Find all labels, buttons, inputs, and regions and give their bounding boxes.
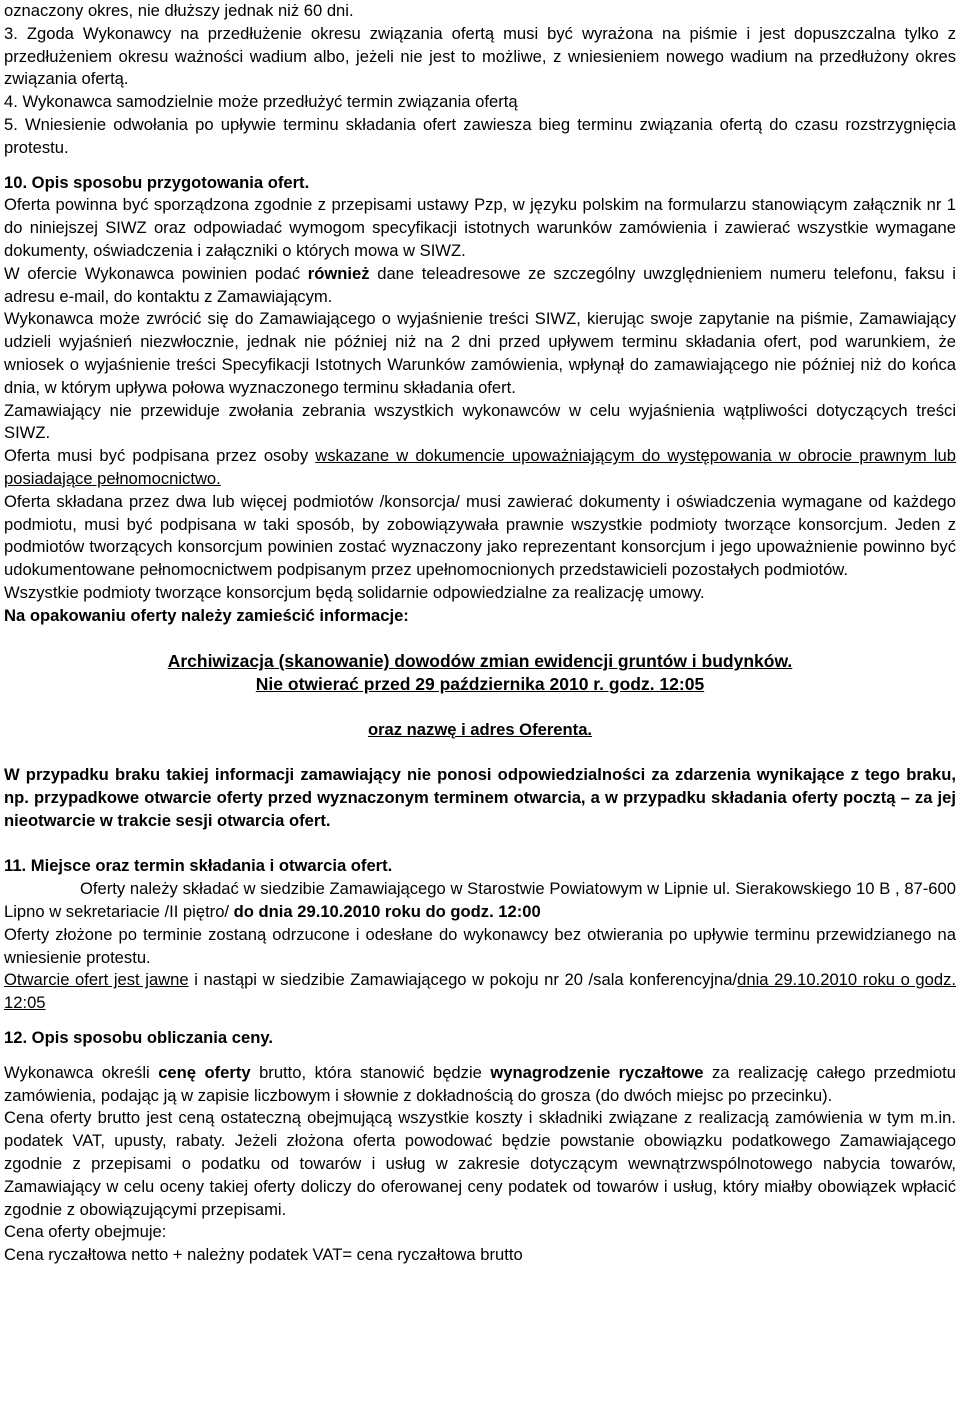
underlined-span: wskazane w dokumencie upoważniającym do występowania w obrocie prawnym lub posiadające pełnomocnictwo. <box>4 446 957 488</box>
spacer <box>4 1050 956 1062</box>
section-12-para-c: Cena oferty obejmuje: <box>4 1222 167 1242</box>
paragraph-3: 3. Zgoda Wykonawcy na przedłużenie okresu związania ofertą musi być wyrażona na piśmie i jest dopuszczalna tylko z przedłużeniem okresu ważności wadium albo, jeżeli nie jest to możliwe, z wniesieniem nowego wadium na przedłużony okres związania ofertą. <box>4 23 956 89</box>
section-11-para-a <box>4 878 956 924</box>
section-12-para-b: Cena oferty brutto jest ceną ostateczną obejmującą wszystkie koszty i składniki związane z realizacją zamówienia w tym m.in. podatek VAT, upusty, rabaty. Jeżeli złożona oferta powodować będzie powstanie obowiązku podatkowego Zamawiającego zgodnie z przepisami o podatku od towarów i usług w zakresie dotyczącym wewnątrzwspólnotowego nabycia towarów, Zamawiający w celu oceny takiej oferty doliczy do oferowanej ceny podatek od towarów i usług, który miałby obowiązek wpłacić zgodnie z obowiązującymi przepisami. <box>4 1108 956 1219</box>
spacer <box>4 160 956 172</box>
paragraph-5: 5. Wniesienie odwołania po upływie terminu składania ofert zawiesza bieg terminu związania ofertą do czasu rozstrzygnięcia protestu. <box>4 114 956 157</box>
bold-span: również <box>307 263 370 283</box>
section-10-heading: 10. Opis sposobu przygotowania ofert. <box>4 172 310 192</box>
bold-span: wynagrodzenie ryczałtowe <box>490 1062 704 1082</box>
section-10-para-a: Oferta powinna być sporządzona zgodnie z przepisami ustawy Pzp, w języku polskim na formularzu stanowiącym załącznik nr 1 do niniejszej SIWZ oraz odpowiadać wymogom specyfikacji istotnych warunków zamówienia i zawierać wszystkie wymagane dokumenty, oświadczenia i załączniki o których mowa w SIWZ. <box>4 195 956 260</box>
section-11-heading: 11. Miejsce oraz termin składania i otwarcia ofert. <box>4 856 393 876</box>
section-12-para-d: Cena ryczałtowa netto + należny podatek VAT= cena ryczałtowa brutto <box>4 1245 523 1265</box>
underlined-span: dnia 29.10.2010 roku o godz. 12:05 <box>4 970 957 1013</box>
section-12-para-a <box>4 1062 956 1108</box>
section-11-para-c <box>4 969 956 1015</box>
section-10-para-b <box>4 263 956 309</box>
section-10-para-e <box>4 445 956 491</box>
text-span: Wykonawca określi <box>4 1062 159 1082</box>
spacer <box>4 628 956 651</box>
section-10-para-g: Wszystkie podmioty tworzące konsorcjum będą solidarnie odpowiedzialne za realizację umowy. <box>4 582 705 602</box>
section-10-para-d: Zamawiający nie przewiduje zwołania zebrania wszystkich wykonawców w celu wyjaśnienia wątpliwości dotyczących treści SIWZ. <box>4 400 956 443</box>
section-10-para-c: Wykonawca może zwrócić się do Zamawiającego o wyjaśnienie treści SIWZ, kierując swoje zapytanie na piśmie, Zamawiający udzieli wyjaśnień niezwłocznie, jednak nie później niż na 2 dni przed upływem terminu składania ofert, pod warunkiem, że wniosek o wyjaśnienie treści Specyfikacji Istotnych Warunków zamówienia, wpłynął do zamawiającego nie później niż do końca dnia, w którym upływa połowa wyznaczonego terminu składania ofert. <box>4 309 956 397</box>
spacer <box>4 696 956 719</box>
missing-info-disclaimer: W przypadku braku takiej informacji zamawiający nie ponosi odpowiedzialności za zdarzenia wynikające z tego braku, np. przypadkowe otwarcie oferty przed wyznaczonym terminem otwarcia, a w przypadku składania oferty pocztą – za jej nieotwarcie w trakcie sesji otwarcia ofert. <box>4 765 956 830</box>
text-span: i nastąpi w siedzibie Zamawiającego w pokoju nr 20 /sala konferencyjna/ <box>188 970 738 990</box>
text-span: W ofercie Wykonawca powinien podać <box>4 263 308 283</box>
text-span: Oferty należy składać w siedzibie Zamawiającego w Starostwie Powiatowym w Lipnie ul. Sierakowskiego 10 B , 87-600 Lipno w sekretariacie /II piętro/ <box>4 879 956 922</box>
section-10-para-f: Oferta składana przez dwa lub więcej podmiotów /konsorcja/ musi zawierać dokumenty i oświadczenia wymagane od każdego podmiotu, musi być podpisana w taki sposób, by zobowiązywała prawnie wszystkie podmioty tworzące konsorcjum. Jeden z podmiotów tworzących konsorcjum powinien zostać wyznaczony jako reprezentant konsorcjum i jego upoważnienie powinno być udokumentowane pełnomocnictwem podpisanym przez upełnomocnionych przedstawicieli pozostałych podmiotów. <box>4 491 956 580</box>
spacer <box>4 1015 956 1027</box>
continuation-line: oznaczony okres, nie dłuższy jednak niż 60 dni. <box>4 1 354 20</box>
envelope-open-date: Nie otwierać przed 29 października 2010 r. godz. 12:05 <box>255 674 705 695</box>
bold-span: cenę oferty <box>158 1062 251 1082</box>
section-11-para-b: Oferty złożone po terminie zostaną odrzucone i odesłane do wykonawcy bez otwierania po upływie terminu przewidzianego na wniesienie protestu. <box>4 924 956 967</box>
section-12-heading: 12. Opis sposobu obliczania ceny. <box>4 1028 273 1048</box>
text-span: dane teleadresowe ze szczególny uwzględnieniem numeru telefonu, faksu i adresu e-mail, do kontaktu z Zamawiającym. <box>4 263 956 306</box>
spacer <box>4 742 956 765</box>
envelope-title: Archiwizacja (skanowanie) dowodów zmian ewidencji gruntów i budynków. <box>167 651 793 672</box>
text-span: za realizację całego przedmiotu zamówienia, podając ją w zapisie liczbowym i słownie z dokładnością do grosza (do dwóch miejsc po przecinku). <box>4 1062 957 1105</box>
packaging-info-heading: Na opakowaniu oferty należy zamieścić informacje: <box>4 605 409 625</box>
underlined-span: Otwarcie ofert jest jawne <box>4 970 189 990</box>
spacer <box>4 833 956 856</box>
envelope-offeror: oraz nazwę i adres Oferenta. <box>367 719 593 739</box>
paragraph-4: 4. Wykonawca samodzielnie może przedłużyć termin związania ofertą <box>4 92 518 112</box>
text-span: Oferta musi być podpisana przez osoby <box>4 446 316 466</box>
bold-span: do dnia 29.10.2010 roku do godz. 12:00 <box>233 902 541 922</box>
text-span: brutto, która stanowić będzie <box>250 1062 491 1082</box>
